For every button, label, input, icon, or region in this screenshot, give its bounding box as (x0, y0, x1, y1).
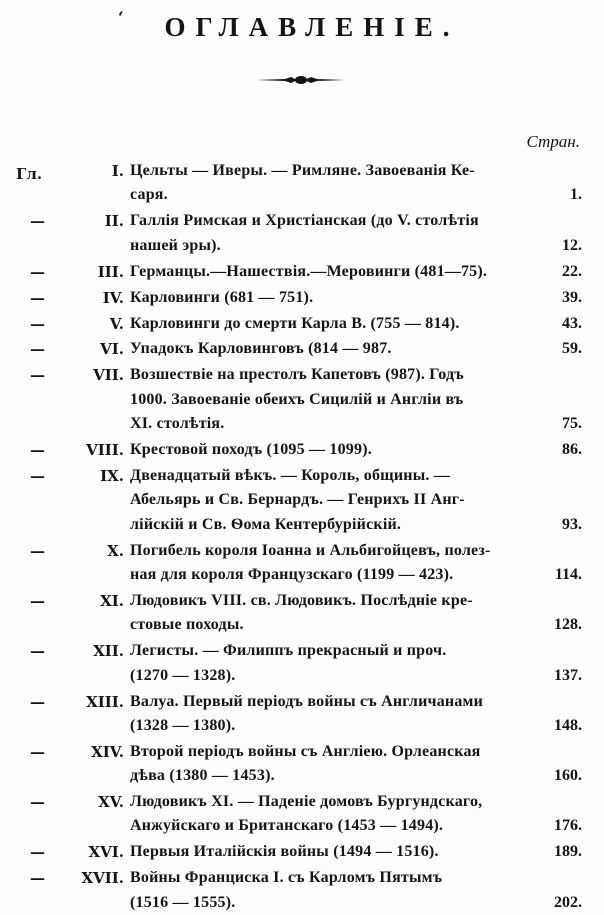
chapter-number: VIII. (86, 441, 124, 460)
entry-title-line: Анжуйскаго и Британскаго (1453 — 1494). (130, 817, 444, 835)
entry-title-line: Галлія Римская и Христіанская (до V. столѣтія (130, 212, 479, 230)
page-number: 43. (562, 314, 582, 332)
entry-title-line: Карловинги до смерти Карла В. (755 — 814). (130, 314, 460, 332)
entry-title-line: Абельярь и Св. Бернардъ. — Генрихъ II Анг- (130, 491, 465, 509)
entry-title-line: стовые походы. (130, 616, 244, 634)
entry-title-line: (1328 — 1380). (130, 716, 236, 734)
chapter-number: XI. (100, 591, 124, 610)
page-number: 114. (554, 565, 582, 583)
entry-dash: — (30, 742, 45, 761)
chapter-number: VII. (93, 366, 124, 385)
page-number: 1. (570, 186, 582, 204)
page-number: 59. (562, 340, 582, 358)
entry-title-line: Двенадцатый вѣкъ. — Король, общины. — (130, 467, 450, 484)
entry-title-line: нашей эры). (130, 236, 221, 254)
entry-dash: — (30, 642, 45, 661)
entry-dash: — (30, 591, 45, 610)
page-number: 137. (554, 666, 582, 684)
entry-dash: — (30, 692, 45, 711)
page-number: 12. (562, 236, 582, 254)
entry-dash: — (30, 314, 45, 333)
page-column-label: Стран. (526, 132, 580, 151)
chapter-number: III. (97, 262, 124, 281)
chapter-number: XVII. (81, 869, 124, 888)
entry-title-line: Крестовой походъ (1095 — 1099). (130, 441, 372, 459)
entry-title-line: Германцы.—Нашествія.—Меровинги (481—75). (130, 262, 488, 280)
entry-title-line: XI. столѣтія. (130, 415, 225, 433)
page-number: 75. (562, 415, 582, 433)
chapter-number: XIII. (86, 692, 124, 711)
chapter-number: VI. (100, 340, 124, 359)
entry-title-line: Возшествіе на престолъ Капетовъ (987). Годъ (130, 366, 464, 384)
entry-title-line: Погибель короля Іоанна и Альбигойцевъ, полез- (130, 541, 491, 559)
entry-dash: — (30, 869, 45, 888)
chapter-number: X. (107, 541, 124, 560)
ornament-divider-icon (255, 74, 347, 86)
entry-title-line: (1516 — 1555). (130, 893, 236, 911)
chapter-number: XV. (98, 793, 124, 812)
page-title: ОГЛАВЛЕНІЕ. (164, 12, 460, 42)
page-number: 176. (554, 817, 582, 835)
entry-title-line: Цельты — Иверы. — Римляне. Завоеванія Ке- (130, 162, 475, 179)
page-number: 202. (554, 893, 582, 911)
chapter-number: V. (109, 314, 124, 333)
page-number: 189. (554, 843, 582, 861)
entry-dash: — (30, 793, 45, 812)
entry-title-line: Легисты. — Филиппъ прекрасный и проч. (130, 642, 447, 660)
entry-title-line: Людовикъ XI. — Паденіе домовъ Бургундскаго, (130, 793, 483, 811)
entry-dash: — (30, 843, 45, 862)
page-number: 93. (562, 515, 582, 533)
entry-title-line: 1000. Завоеваніе обеихъ Сицилій и Англіи въ (130, 390, 464, 408)
page-number: 128. (554, 616, 582, 634)
entry-title-line: Карловинги (681 — 751). (130, 288, 314, 306)
entry-dash: — (30, 262, 45, 281)
chapter-number: XVI. (88, 843, 124, 862)
chapter-number: I. (111, 162, 124, 180)
entry-title-line: ная для короля Французскаго (1199 — 423). (130, 565, 454, 583)
entry-dash: — (30, 541, 45, 560)
entry-title-line: Валуа. Первый періодъ войны съ Англичанами (130, 692, 484, 710)
page-number: 22. (562, 262, 582, 280)
entry-title-line: дѣва (1380 — 1453). (130, 767, 275, 785)
entry-title-line: лійскій и Св. Ѳома Кентербурійскій. (130, 515, 402, 533)
entry-title-line: Второй періодъ войны съ Англіею. Орлеанская (130, 742, 481, 760)
entry-title-line: Людовикъ VIII. св. Людовикъ. Послѣдніе кре- (130, 591, 473, 609)
ink-mark: ‘ (118, 8, 124, 27)
entry-title-line: (1270 — 1328). (130, 666, 236, 684)
entry-title-line: Первыя Италійскія войны (1494 — 1516). (130, 843, 439, 861)
entry-title-line: Упадокъ Карловинговъ (814 — 987. (130, 340, 392, 358)
entry-title-line: Войны Франциска I. съ Карломъ Пятымъ (130, 869, 443, 887)
entry-dash: — (30, 366, 45, 385)
chapter-column-label: Гл. (16, 165, 43, 183)
chapter-number: IV. (102, 288, 124, 307)
chapter-number: IX. (100, 467, 124, 485)
page-number: 148. (554, 716, 582, 734)
page-number: 160. (554, 767, 582, 785)
chapter-number: II. (104, 212, 124, 231)
entry-dash: — (30, 467, 45, 485)
entry-title-line: саря. (130, 186, 168, 204)
entry-dash: — (30, 340, 45, 359)
chapter-number: XIV. (91, 742, 124, 761)
page-number: 86. (562, 441, 582, 459)
entry-dash: — (30, 212, 45, 231)
entry-dash: — (30, 441, 45, 460)
chapter-number: XII. (93, 642, 124, 661)
entry-dash: — (30, 288, 45, 307)
page-number: 39. (562, 288, 582, 306)
